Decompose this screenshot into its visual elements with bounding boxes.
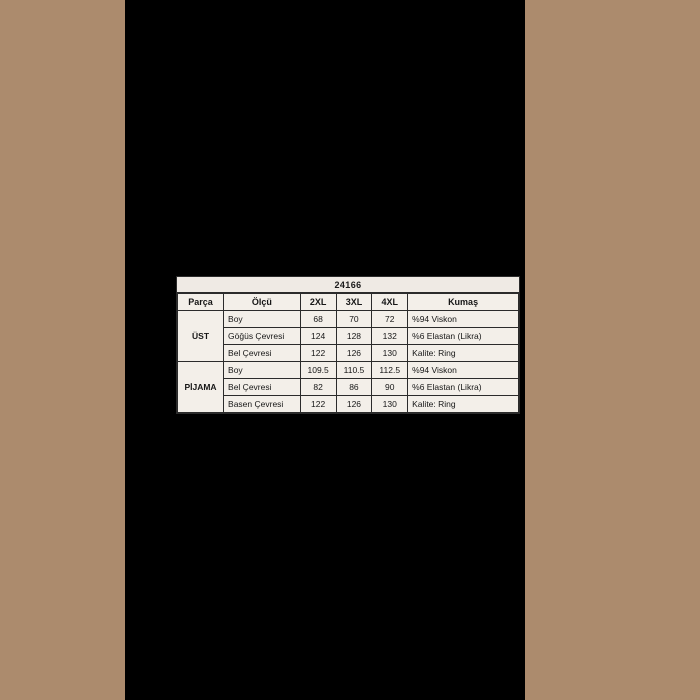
value-4xl: 130 xyxy=(372,345,408,362)
value-4xl: 72 xyxy=(372,311,408,328)
measure-label: Basen Çevresi xyxy=(224,396,301,413)
table-row xyxy=(178,379,519,396)
measure-label: Bel Çevresi xyxy=(224,345,301,362)
table-header-row xyxy=(178,294,519,311)
table-row xyxy=(178,396,519,413)
measure-label: Boy xyxy=(224,362,301,379)
group-label-ust: ÜST xyxy=(178,311,224,362)
value-2xl: 122 xyxy=(300,396,336,413)
value-3xl: 70 xyxy=(336,311,372,328)
table-row xyxy=(178,328,519,345)
left-background-panel xyxy=(0,0,125,700)
value-3xl: 110.5 xyxy=(336,362,372,379)
header-size-2xl: 2XL xyxy=(300,294,336,311)
table-row xyxy=(178,345,519,362)
value-3xl: 128 xyxy=(336,328,372,345)
table-header xyxy=(178,294,519,311)
table-row xyxy=(178,311,519,328)
table-body xyxy=(178,311,519,413)
header-part: Parça xyxy=(178,294,224,311)
header-fabric: Kumaş xyxy=(408,294,519,311)
group-label-pijama: PİJAMA xyxy=(178,362,224,413)
value-4xl: 132 xyxy=(372,328,408,345)
header-size-3xl: 3XL xyxy=(336,294,372,311)
header-measure: Ölçü xyxy=(224,294,301,311)
value-3xl: 126 xyxy=(336,345,372,362)
product-code: 24166 xyxy=(177,277,519,293)
fabric-value: Kalite: Ring xyxy=(408,345,519,362)
value-2xl: 68 xyxy=(300,311,336,328)
fabric-value: Kalite: Ring xyxy=(408,396,519,413)
value-2xl: 109.5 xyxy=(300,362,336,379)
fabric-value: %94 Viskon xyxy=(408,311,519,328)
right-background-panel xyxy=(525,0,700,700)
measure-label: Göğüs Çevresi xyxy=(224,328,301,345)
size-table xyxy=(177,293,519,413)
value-3xl: 86 xyxy=(336,379,372,396)
size-chart-card xyxy=(176,276,520,414)
value-4xl: 130 xyxy=(372,396,408,413)
measure-label: Boy xyxy=(224,311,301,328)
value-4xl: 90 xyxy=(372,379,408,396)
value-4xl: 112.5 xyxy=(372,362,408,379)
value-2xl: 82 xyxy=(300,379,336,396)
value-2xl: 122 xyxy=(300,345,336,362)
value-2xl: 124 xyxy=(300,328,336,345)
table-row xyxy=(178,362,519,379)
fabric-value: %94 Viskon xyxy=(408,362,519,379)
header-size-4xl: 4XL xyxy=(372,294,408,311)
fabric-value: %6 Elastan (Likra) xyxy=(408,328,519,345)
fabric-value: %6 Elastan (Likra) xyxy=(408,379,519,396)
value-3xl: 126 xyxy=(336,396,372,413)
measure-label: Bel Çevresi xyxy=(224,379,301,396)
